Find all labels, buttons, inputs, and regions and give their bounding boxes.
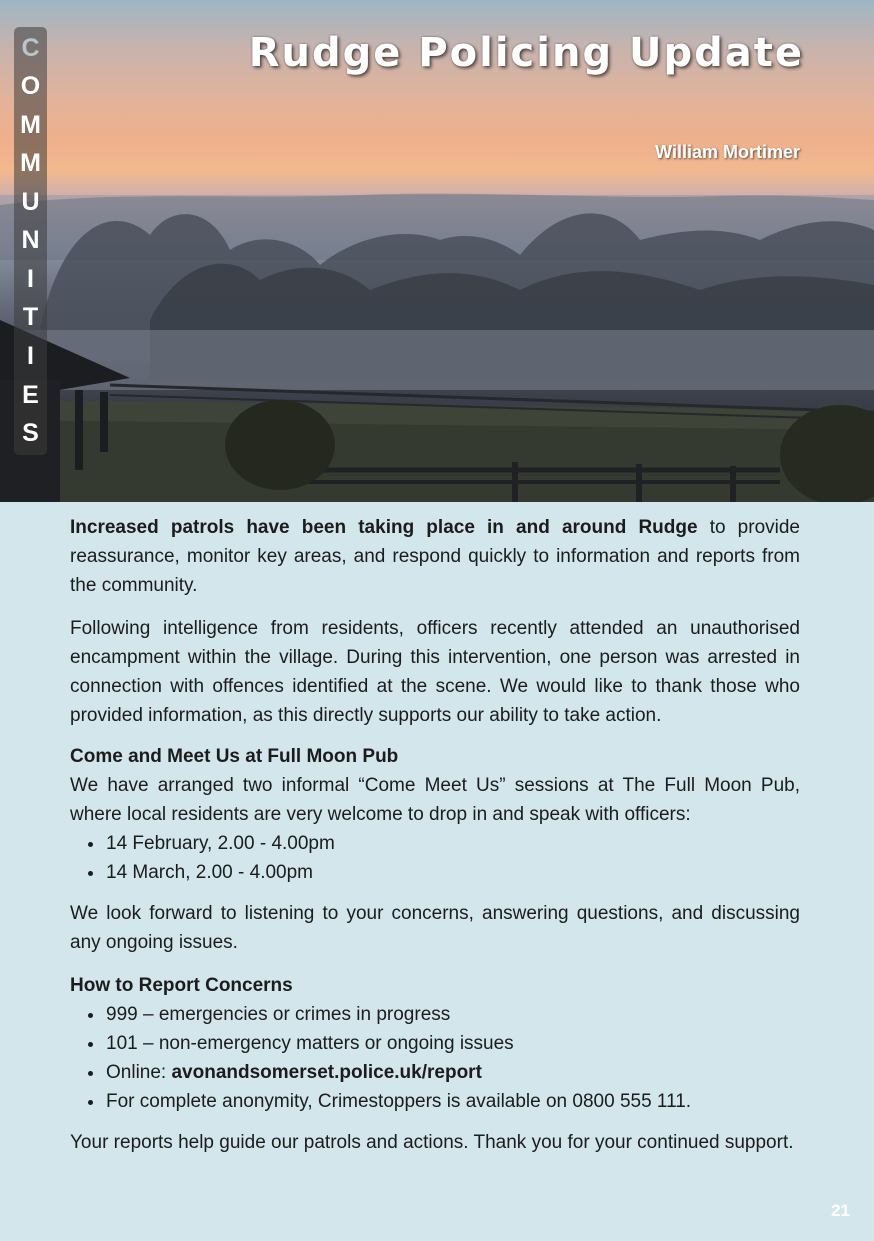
page-title: Rudge Policing Update: [248, 30, 804, 76]
list-item: 999 – emergencies or crimes in progress: [88, 1000, 800, 1029]
section-letter: I: [27, 264, 34, 293]
meet-us-paragraph: We have arranged two informal “Come Meet Us” sessions at The Full Moon Pub, where local residents are very welcome to drop in and speak with officers:: [70, 775, 800, 825]
section-letter: T: [22, 303, 39, 332]
section-letter: O: [20, 72, 41, 101]
encampment-paragraph: Following intelligence from residents, officers recently attended an unauthorised encampment within the village. During this intervention, one person was arrested in connection with offences identified at the scene. We would like to thank those who provided information, as this directly supports our ability to take action.: [70, 618, 800, 726]
communities-section-tab: [14, 27, 47, 455]
section-letter: S: [22, 419, 39, 448]
forward-paragraph: We look forward to listening to your concerns, answering questions, and discussing any ongoing issues.: [70, 903, 800, 953]
section-letter: I: [27, 342, 34, 371]
intro-paragraph: [70, 513, 800, 600]
hero-photo: [0, 0, 874, 502]
intro-bold-text: Increased patrols have been taking place in and around Rudge: [70, 517, 698, 538]
list-item: 14 February, 2.00 - 4.00pm: [88, 829, 800, 858]
list-item: 101 – non-emergency matters or ongoing issues: [88, 1029, 800, 1058]
section-letter: M: [20, 149, 41, 178]
section-letter: C: [21, 33, 40, 62]
report-heading: How to Report Concerns: [70, 975, 293, 996]
intro-text: to provide reassurance, monitor key areas, and respond quickly to information and reports from the community.: [70, 517, 800, 596]
author-byline: William Mortimer: [655, 142, 800, 162]
list-item: [88, 1058, 800, 1087]
list-item: 14 March, 2.00 - 4.00pm: [88, 858, 800, 887]
closing-paragraph: Your reports help guide our patrols and actions. Thank you for your continued support.: [70, 1132, 794, 1153]
section-letter: U: [21, 187, 40, 216]
report-list: [70, 1000, 800, 1116]
report-link[interactable]: avonandsomerset.police.uk/report: [171, 1062, 482, 1083]
section-letter: E: [22, 380, 39, 409]
page-number: 21: [831, 1201, 850, 1220]
section-letter: N: [21, 226, 40, 255]
online-label: Online:: [106, 1062, 172, 1083]
list-item: For complete anonymity, Crimestoppers is available on 0800 555 111.: [88, 1087, 800, 1116]
article-body: [70, 513, 800, 1157]
section-letter: M: [20, 110, 41, 139]
meet-us-heading: Come and Meet Us at Full Moon Pub: [70, 746, 399, 767]
session-list: [70, 829, 800, 887]
